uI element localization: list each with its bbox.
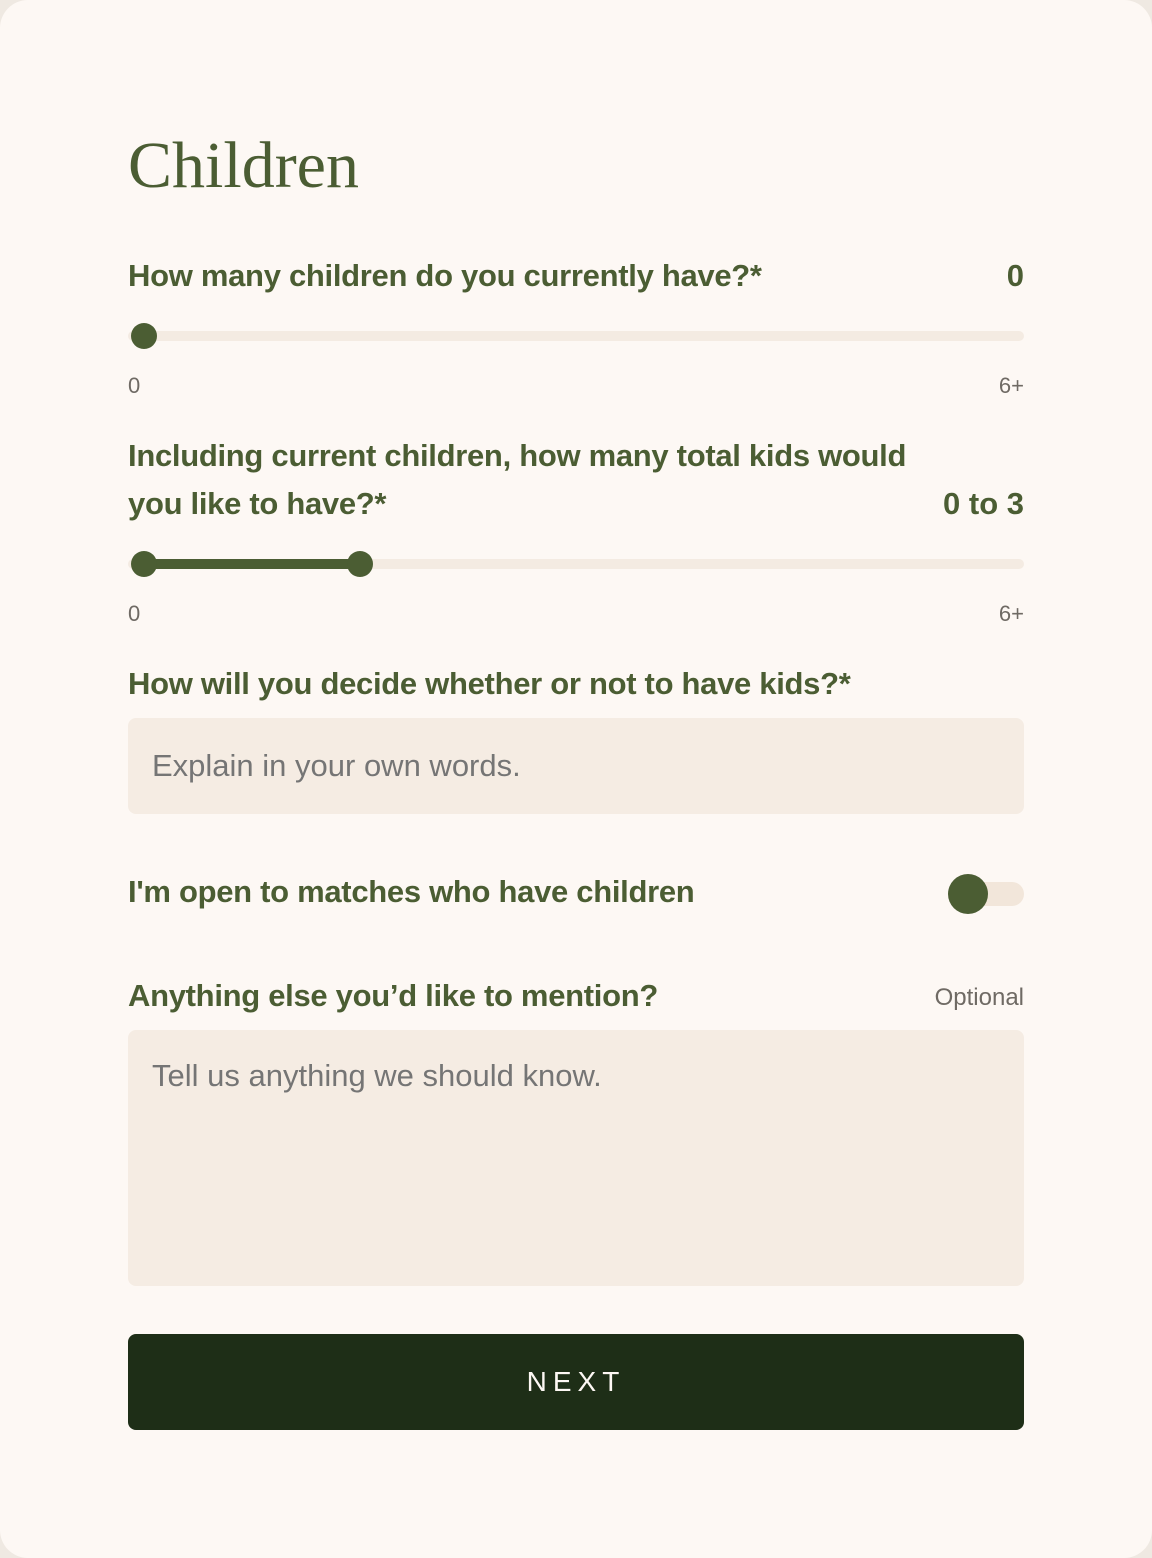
total-kids-range-slider[interactable]	[128, 559, 1024, 569]
total-kids-question-line2: you like to have?*	[128, 486, 387, 521]
total-kids-value: 0 to 3	[943, 486, 1024, 521]
next-button[interactable]: NEXT	[128, 1334, 1024, 1430]
toggle-knob	[948, 874, 988, 914]
current-children-max-label: 6+	[998, 373, 1024, 398]
anything-else-question: Anything else you’d like to mention?	[128, 978, 659, 1013]
total-kids-min-handle[interactable]	[131, 551, 157, 577]
current-children-min-label: 0	[128, 373, 141, 398]
current-children-slider[interactable]	[128, 331, 1024, 341]
current-children-question: How many children do you currently have?*	[128, 258, 762, 293]
total-kids-max-label: 6+	[998, 601, 1024, 626]
decide-question: How will you decide whether or not to have kids?*	[128, 666, 851, 701]
total-kids-range-fill	[144, 559, 360, 569]
open-to-matches-label: I'm open to matches who have children	[128, 874, 695, 909]
total-kids-min-label: 0	[128, 601, 141, 626]
current-children-value: 0	[1006, 258, 1024, 293]
optional-label: Optional	[934, 984, 1024, 1011]
total-kids-max-handle[interactable]	[347, 551, 373, 577]
anything-else-textarea[interactable]	[128, 1030, 1024, 1286]
decide-input[interactable]	[128, 718, 1024, 814]
page-title: Children	[128, 129, 359, 202]
current-children-slider-handle[interactable]	[131, 323, 157, 349]
total-kids-question-line1: Including current children, how many total kids would	[128, 438, 907, 473]
open-to-matches-toggle[interactable]	[948, 874, 1024, 914]
